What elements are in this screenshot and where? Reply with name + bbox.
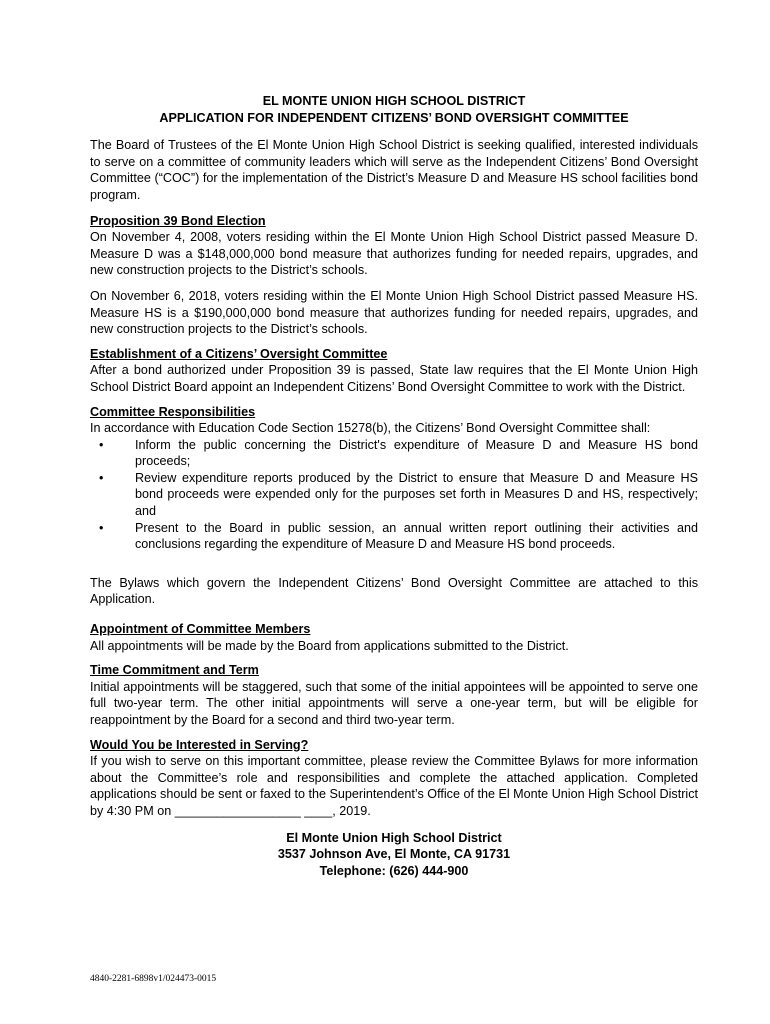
section-time-commitment	[90, 662, 698, 728]
list-item	[90, 470, 698, 520]
list-item-text: Inform the public concerning the District's expenditure of Measure D and Measure HS bond proceeds;	[135, 437, 698, 469]
section-responsibilities	[90, 404, 698, 553]
title-line-2: APPLICATION FOR INDEPENDENT CITIZENS’ BOND OVERSIGHT COMMITTEE	[159, 110, 629, 125]
list-item	[90, 437, 698, 470]
section-heading: Establishment of a Citizens’ Oversight Committee	[90, 346, 388, 361]
paragraph-interested: If you wish to serve on this important committee, please review the Committee Bylaws for more information about the Committee’s role and responsibilities and complete the attached application. Completed applications should be sent or faxed to the Superintendent’s Office of the El Monte Union High School District by 4:30 PM on __________________ ____, 2019.	[90, 754, 698, 818]
section-interested	[90, 737, 698, 820]
paragraph-time-commitment: Initial appointments will be staggered, such that some of the initial appointees will be appointed to serve one full two-year term. The other initial appointments will serve a one-year term, but will be eligible for reappointment by the Board for a second and third two-year term.	[90, 679, 698, 727]
section-proposition-39	[90, 213, 698, 338]
bullet-icon: •	[99, 437, 104, 452]
section-heading: Time Commitment and Term	[90, 663, 259, 678]
list-item-text: Review expenditure reports produced by the District to ensure that Measure D and Measure HS bond proceeds were expended only for the purposes set forth in Measures D and HS, respectively; and	[135, 470, 698, 519]
district-name: El Monte Union High School District	[286, 830, 502, 845]
paragraph-establishment: After a bond authorized under Proposition 39 is passed, State law requires that the El Monte Union High School District Board appoint an Independent Citizens’ Bond Oversight Committee to work with the District.	[90, 363, 698, 394]
document-id: 4840-2281-6898v1/024473-0015	[90, 974, 217, 984]
paragraph-measure-hs: On November 6, 2018, voters residing within the El Monte Union High School District passed Measure HS. Measure HS is a $190,000,000 bond measure that authorizes funding for needed repairs, upgrades, and new construction projects to the District’s schools.	[90, 288, 698, 337]
paragraph-appointment: All appointments will be made by the Board from applications submitted to the District.	[90, 638, 569, 653]
document-page	[90, 93, 698, 879]
district-phone: Telephone: (626) 444-900	[319, 863, 469, 878]
section-appointment	[90, 621, 698, 654]
list-item	[90, 520, 698, 553]
intro-paragraph: The Board of Trustees of the El Monte Union High School District is seeking qualified, interested individuals to serve on a committee of community leaders which will serve as the Independent Citizens’ Bond Oversight Committee (“COC”) for the implementation of the District’s Measure D and Measure HS school facilities bond program.	[90, 138, 698, 202]
title-line-1: EL MONTE UNION HIGH SCHOOL DISTRICT	[262, 94, 526, 108]
paragraph-responsibilities-intro: In accordance with Education Code Section 15278(b), the Citizens’ Bond Oversight Committee shall:	[90, 421, 651, 436]
spacer	[90, 561, 698, 575]
paragraph-measure-d: On November 4, 2008, voters residing within the El Monte Union High School District passed Measure D. Measure D was a $148,000,000 bond measure that authorizes funding for needed repairs, upgrades, and new construction projects to the District’s schools.	[90, 230, 698, 278]
section-heading: Appointment of Committee Members	[90, 622, 311, 637]
bullet-icon: •	[99, 470, 104, 485]
section-heading: Committee Responsibilities	[90, 404, 256, 419]
section-heading: Proposition 39 Bond Election	[90, 213, 266, 228]
section-heading: Would You be Interested in Serving?	[90, 737, 309, 752]
paragraph-bylaws: The Bylaws which govern the Independent Citizens’ Bond Oversight Committee are attached to this Application.	[90, 575, 698, 607]
section-establishment	[90, 346, 698, 396]
list-item-text: Present to the Board in public session, an annual written report outlining their activities and conclusions regarding the expenditure of Measure D and Measure HS bond proceeds.	[135, 520, 698, 552]
contact-block	[90, 830, 698, 880]
bullet-icon: •	[99, 520, 104, 535]
district-address: 3537 Johnson Ave, El Monte, CA 91731	[277, 847, 511, 862]
document-title	[90, 93, 698, 126]
responsibilities-list	[90, 437, 698, 553]
